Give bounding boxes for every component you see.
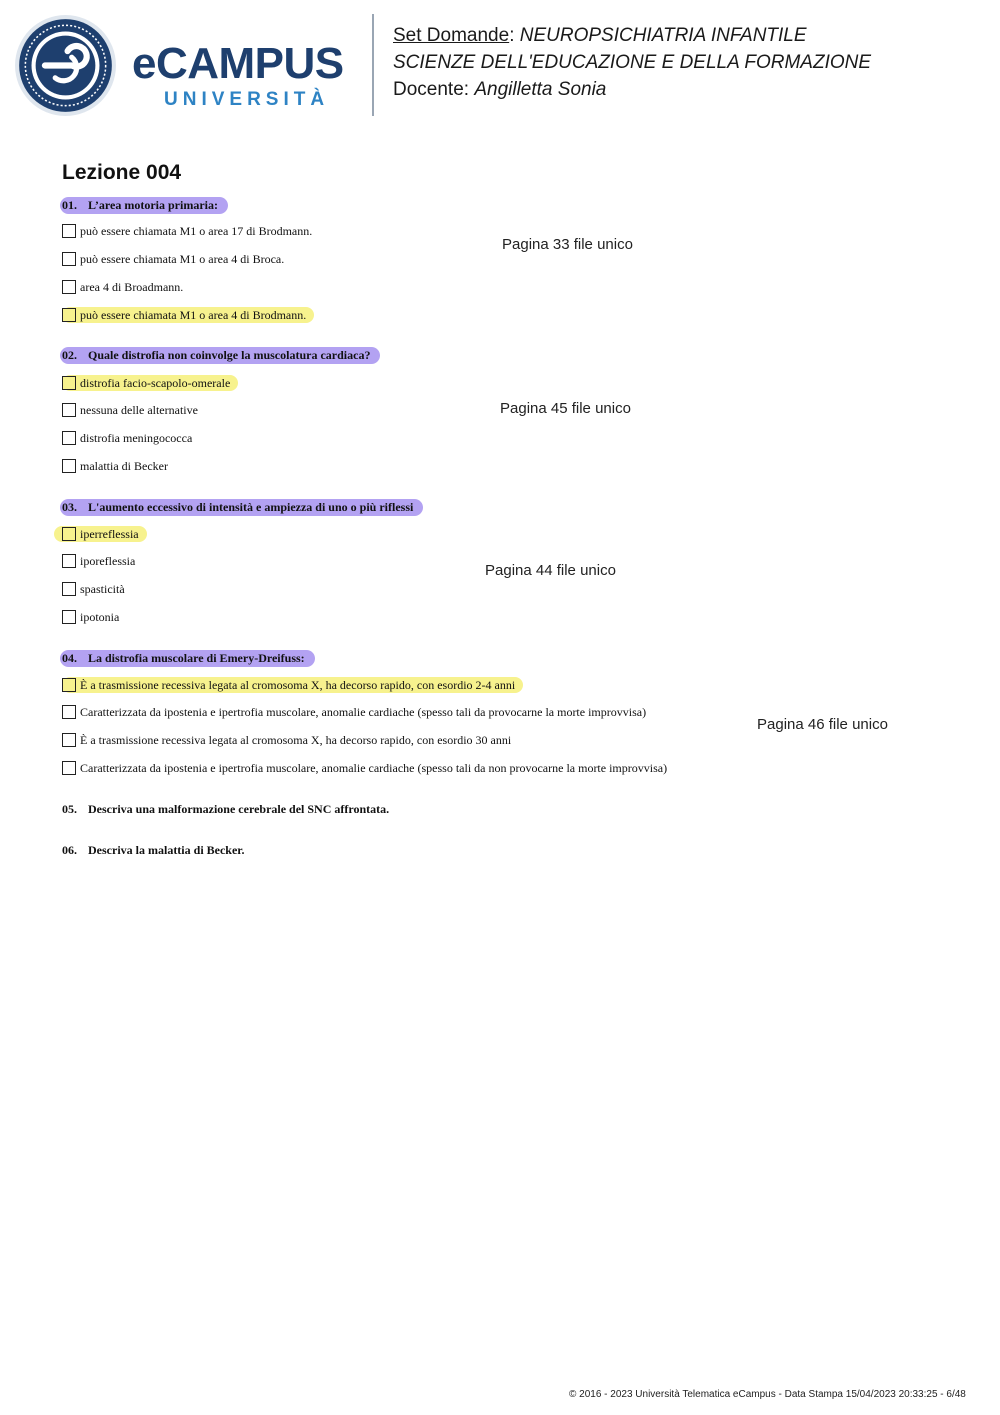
answer-option[interactable] — [62, 430, 192, 446]
answer-option[interactable] — [62, 251, 284, 267]
option-text: può essere chiamata M1 o area 4 di Broca. — [80, 252, 285, 266]
course-title-line: Set Domande: NEUROPSICHIATRIA INFANTILE — [393, 25, 807, 46]
checkbox[interactable] — [62, 527, 76, 541]
checkbox[interactable] — [62, 582, 76, 596]
answer-option[interactable] — [62, 553, 135, 569]
option-text: È a trasmissione recessiva legata al cromosoma X, ha decorso rapido, con esordio 2-4 anni — [80, 678, 516, 692]
page-reference-note: Pagina 44 file unico — [485, 562, 616, 579]
degree-line — [393, 49, 871, 76]
question-number: 01. — [62, 198, 77, 212]
teacher-line — [393, 76, 871, 103]
option-text: Caratterizzata da ipostenia e ipertrofia muscolare, anomalie cardiache (spesso tali da provocarne la morte improvvisa) — [80, 705, 647, 719]
brand-sub-text: UNIVERSITÀ — [164, 89, 330, 110]
page-reference-note: Pagina 46 file unico — [757, 716, 888, 733]
university-seal-icon — [14, 14, 117, 117]
degree-name: SCIENZE DELL'EDUCAZIONE E DELLA FORMAZIONE — [393, 52, 872, 73]
option-text: distrofia facio-scapolo-omerale — [80, 376, 231, 390]
brand-wordmark — [132, 40, 357, 112]
answer-option[interactable] — [62, 458, 168, 474]
question-6 — [60, 842, 245, 859]
checkbox[interactable] — [62, 761, 76, 775]
question-number: 02. — [62, 348, 77, 362]
question-text: Quale distrofia non coinvolge la muscolatura cardiaca? — [88, 348, 371, 362]
option-text: Caratterizzata da ipostenia e ipertrofia muscolare, anomalie cardiache (spesso tali da non provocarne la morte improvvisa) — [80, 761, 668, 775]
checkbox[interactable] — [62, 376, 76, 390]
option-text: area 4 di Broadmann. — [80, 280, 184, 294]
checkbox[interactable] — [62, 403, 76, 417]
checkbox[interactable] — [62, 554, 76, 568]
question-number: 04. — [62, 651, 77, 665]
option-text: malattia di Becker — [80, 459, 168, 473]
question-3 — [60, 499, 423, 516]
question-text: Descriva la malattia di Becker. — [88, 843, 245, 857]
option-text: È a trasmissione recessiva legata al cromosoma X, ha decorso rapido, con esordio 30 anni — [80, 733, 512, 747]
checkbox[interactable] — [62, 610, 76, 624]
option-text: può essere chiamata M1 o area 17 di Brodmann. — [80, 224, 313, 238]
course-info — [393, 22, 871, 103]
option-text: spasticità — [80, 582, 125, 596]
question-text: L'aumento eccessivo di intensità e ampiezza di uno o più riflessi — [88, 500, 414, 514]
answer-option[interactable] — [62, 223, 312, 239]
answer-option[interactable] — [62, 402, 198, 418]
question-number: 05. — [62, 802, 77, 816]
checkbox[interactable] — [62, 280, 76, 294]
answer-option[interactable] — [62, 732, 511, 748]
question-2 — [60, 347, 380, 364]
answer-option-correct[interactable] — [54, 526, 147, 542]
page-header — [0, 0, 1000, 130]
checkbox[interactable] — [62, 308, 76, 322]
answer-option-correct[interactable] — [62, 307, 314, 323]
answer-option-correct[interactable] — [62, 375, 238, 391]
option-text: nessuna delle alternative — [80, 403, 198, 417]
question-4 — [60, 650, 315, 667]
page-reference-note: Pagina 45 file unico — [500, 400, 631, 417]
answer-option[interactable] — [62, 704, 646, 720]
page-reference-note: Pagina 33 file unico — [502, 236, 633, 253]
question-number: 03. — [62, 500, 77, 514]
answer-option[interactable] — [62, 581, 125, 597]
question-1 — [60, 197, 228, 214]
option-text: distrofia meningococca — [80, 431, 193, 445]
answer-option[interactable] — [62, 609, 119, 625]
question-5 — [60, 801, 389, 818]
lesson-title: Lezione 004 — [62, 161, 182, 184]
checkbox[interactable] — [62, 733, 76, 747]
set-label: Set Domande — [393, 25, 510, 46]
page-footer: © 2016 - 2023 Università Telematica eCampus - Data Stampa 15/04/2023 20:33:25 - 6/48 — [569, 1389, 966, 1400]
checkbox[interactable] — [62, 252, 76, 266]
question-text: Descriva una malformazione cerebrale del SNC affrontata. — [88, 802, 390, 816]
answer-option[interactable] — [62, 279, 183, 295]
brand-main-text: eCAMPUS — [132, 39, 344, 88]
option-text: iporeflessia — [80, 554, 136, 568]
question-text: La distrofia muscolare di Emery-Dreifuss: — [88, 651, 305, 665]
answer-option-correct[interactable] — [62, 677, 523, 693]
option-text: può essere chiamata M1 o area 4 di Brodmann. — [80, 308, 307, 322]
teacher-name: Angilletta Sonia — [474, 79, 607, 100]
question-number: 06. — [62, 843, 77, 857]
option-text: iperreflessia — [80, 527, 139, 541]
option-text: ipotonia — [80, 610, 120, 624]
checkbox[interactable] — [62, 431, 76, 445]
header-divider — [372, 14, 374, 116]
checkbox[interactable] — [62, 678, 76, 692]
teacher-label: Docente: — [393, 79, 470, 100]
checkbox[interactable] — [62, 705, 76, 719]
answer-option[interactable] — [62, 760, 667, 776]
course-title: NEUROPSICHIATRIA INFANTILE — [519, 25, 807, 46]
checkbox[interactable] — [62, 224, 76, 238]
checkbox[interactable] — [62, 459, 76, 473]
question-text: L’area motoria primaria: — [88, 198, 218, 212]
